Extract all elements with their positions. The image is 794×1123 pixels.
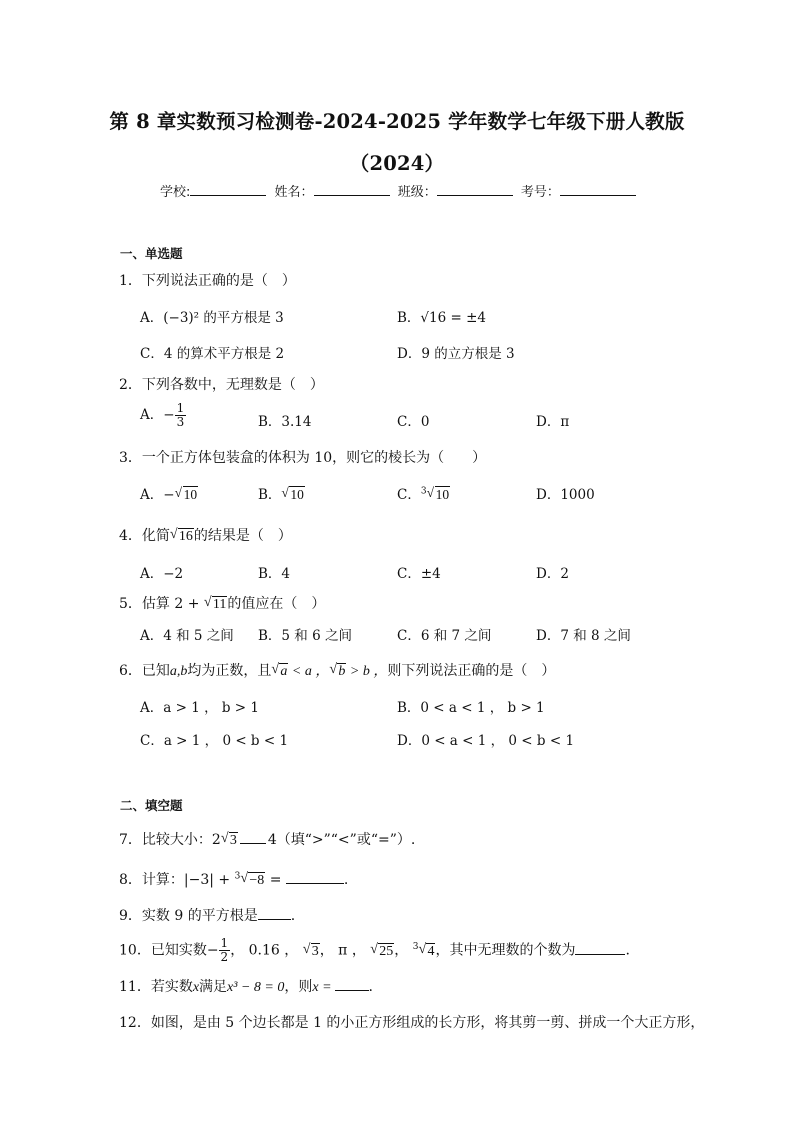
question-3-option-b[interactable] (258, 483, 305, 503)
question-2-option-d[interactable]: D．π (536, 414, 570, 430)
stem-text: 11．若实数 (119, 979, 193, 995)
question-1-option-a[interactable]: A．(−3)² 的平方根是 3 (140, 310, 284, 326)
radicand: −8 (249, 873, 265, 888)
class-field[interactable] (437, 183, 513, 196)
cube-root-expression: √ 10 (426, 485, 450, 502)
sqrt-expression: √ 10 (281, 485, 304, 502)
answer-blank[interactable] (575, 943, 625, 955)
question-6-option-d[interactable]: D．0 < a < 1 ， 0 < b < 1 (397, 733, 575, 749)
stem-text: 则下列说法正确的是（ ） (387, 663, 556, 679)
section-title-single-choice: 一、单选题 (120, 246, 183, 261)
question-5-option-b[interactable]: B．5 和 6 之间 (258, 628, 352, 644)
root-index: 3 (234, 871, 241, 882)
stem-text: 满足 (199, 979, 228, 995)
sqrt-expression: √ 3 (302, 941, 319, 959)
numerator: 1 (176, 401, 185, 415)
question-8 (119, 869, 348, 889)
condition-text: < a ， (288, 664, 330, 679)
option-prefix: C． (397, 487, 421, 503)
question-5-option-d[interactable]: D．7 和 8 之间 (536, 628, 631, 644)
equation: x³ − 8 = 0 (227, 980, 285, 995)
fraction (219, 937, 231, 964)
stem-text: ， (394, 942, 413, 959)
variable: x = (312, 980, 332, 995)
cube-root-expression: √ −8 (240, 871, 265, 888)
question-4-stem (119, 525, 292, 545)
question-3-option-c[interactable] (397, 483, 450, 503)
stem-text: 4（填“>”“<”或“=”）. (267, 832, 416, 848)
question-3-stem: 3．一个正方体包装盒的体积为 10，则它的棱长为（ ） (119, 450, 487, 466)
student-info-row (160, 181, 640, 200)
period: . (625, 942, 630, 959)
radicand: 4 (427, 943, 435, 959)
radicand: 25 (379, 943, 394, 959)
numerator: 1 (220, 936, 229, 950)
radicand: a (280, 664, 288, 679)
denominator: 2 (220, 950, 229, 964)
radicand: b (338, 664, 346, 679)
stem-text: 7．比较大小：2 (119, 832, 221, 848)
question-4-option-b[interactable]: B．4 (258, 566, 291, 582)
question-5-stem (119, 593, 325, 613)
question-2-option-b[interactable]: B．3.14 (258, 414, 312, 430)
question-1-option-b[interactable]: B．√16 = ±4 (397, 310, 486, 326)
stem-text: ，其中无理数的个数为 (435, 942, 576, 959)
question-12: 12．如图，是由 5 个边长都是 1 的小正方形组成的长方形，将其剪一剪、拼成一个大正方形， (119, 1015, 705, 1031)
question-10 (119, 937, 630, 964)
question-1-option-d[interactable]: D．9 的立方根是 3 (397, 346, 515, 362)
cube-root-expression: √ 4 (418, 941, 435, 959)
radicand: 3 (311, 943, 319, 959)
question-5-option-a[interactable]: A．4 和 5 之间 (140, 628, 234, 644)
question-11 (119, 976, 373, 996)
denominator: 3 (176, 415, 185, 429)
stem-text: 9．实数 9 的平方根是 (119, 908, 258, 924)
question-2-option-a[interactable] (140, 402, 186, 429)
stem-text: 5．估算 2 + (119, 596, 204, 612)
stem-text: 10．已知实数− (119, 942, 219, 959)
name-field[interactable] (314, 183, 390, 196)
fraction (175, 402, 187, 429)
question-4-option-d[interactable]: D．2 (536, 566, 569, 582)
sqrt-expression: √ a (271, 662, 288, 679)
question-3-option-d[interactable]: D．1000 (536, 487, 595, 503)
equals-text: = (265, 872, 286, 888)
stem-text: 的值应在（ ） (227, 596, 326, 612)
question-6-stem (119, 660, 555, 680)
class-label: 班级： (397, 185, 437, 200)
option-prefix: B． (258, 487, 282, 503)
period: . (343, 872, 349, 888)
question-4-option-a[interactable]: A．−2 (140, 566, 184, 582)
option-prefix: A．− (140, 487, 175, 503)
root-index: 3 (420, 486, 427, 497)
question-3-option-a[interactable] (140, 483, 198, 503)
question-6-option-a[interactable]: A．a > 1 ， b > 1 (140, 700, 259, 716)
question-7 (119, 829, 415, 849)
question-1-stem: 1．下列说法正确的是（ ） (119, 273, 296, 289)
section-title-fill-blank: 二、填空题 (120, 798, 183, 813)
radicand: 11 (212, 597, 227, 612)
question-9 (119, 905, 295, 925)
stem-text: 6．已知 (119, 663, 170, 679)
sqrt-expression: √ 10 (174, 485, 198, 502)
variable: x (192, 980, 200, 995)
page-title-year: （2024） (349, 152, 445, 175)
question-4-option-c[interactable]: C．±4 (397, 566, 441, 582)
sqrt-expression: √ b (329, 662, 346, 679)
exam-number-field[interactable] (560, 183, 636, 196)
sqrt-expression: √ 25 (370, 941, 394, 959)
stem-text: 的结果是（ ） (193, 528, 292, 544)
question-5-option-c[interactable]: C．6 和 7 之间 (397, 628, 492, 644)
question-6-option-c[interactable]: C．a > 1 ， 0 < b < 1 (140, 733, 289, 749)
answer-blank[interactable] (335, 979, 369, 991)
period: . (290, 908, 296, 924)
stem-text: 均为正数，且 (187, 663, 272, 679)
school-field[interactable] (190, 183, 266, 196)
question-2-option-c[interactable]: C．0 (397, 414, 430, 430)
radicand: 16 (178, 529, 193, 544)
answer-blank[interactable] (240, 832, 266, 844)
stem-text: 8．计算：|−3| + (119, 872, 235, 888)
variables: a,b (169, 664, 188, 679)
name-label: 姓名： (274, 185, 314, 200)
answer-blank[interactable] (286, 872, 344, 884)
stem-text: ， 0.16 ， (230, 942, 303, 959)
page-title: 第 8 章实数预习检测卷-2024-2025 学年数学七年级下册人教版 (109, 110, 685, 133)
radicand: 10 (183, 487, 198, 502)
period: . (368, 979, 373, 995)
radicand: 3 (229, 833, 237, 848)
answer-blank[interactable] (258, 908, 291, 920)
stem-text: ，则 (284, 979, 313, 995)
question-6-option-b[interactable]: B．0 < a < 1 ， b > 1 (397, 700, 545, 716)
root-index: 3 (412, 941, 419, 952)
sqrt-expression: √ 11 (203, 595, 227, 612)
sqrt-expression: √ 3 (220, 831, 237, 848)
option-a-prefix: A．− (140, 407, 175, 423)
school-label: 学校: (160, 185, 191, 200)
radicand: 10 (290, 487, 304, 502)
stem-text: 4．化简 (119, 528, 170, 544)
radicand: 10 (435, 487, 450, 502)
exam-number-label: 考号： (520, 185, 560, 200)
stem-text: ， π ， (319, 942, 371, 959)
question-1-option-c[interactable]: C．4 的算术平方根是 2 (140, 346, 285, 362)
question-2-stem: 2．下列各数中，无理数是（ ） (119, 377, 324, 393)
condition-text: > b ， (346, 664, 388, 679)
sqrt-expression: √ 16 (169, 527, 193, 544)
